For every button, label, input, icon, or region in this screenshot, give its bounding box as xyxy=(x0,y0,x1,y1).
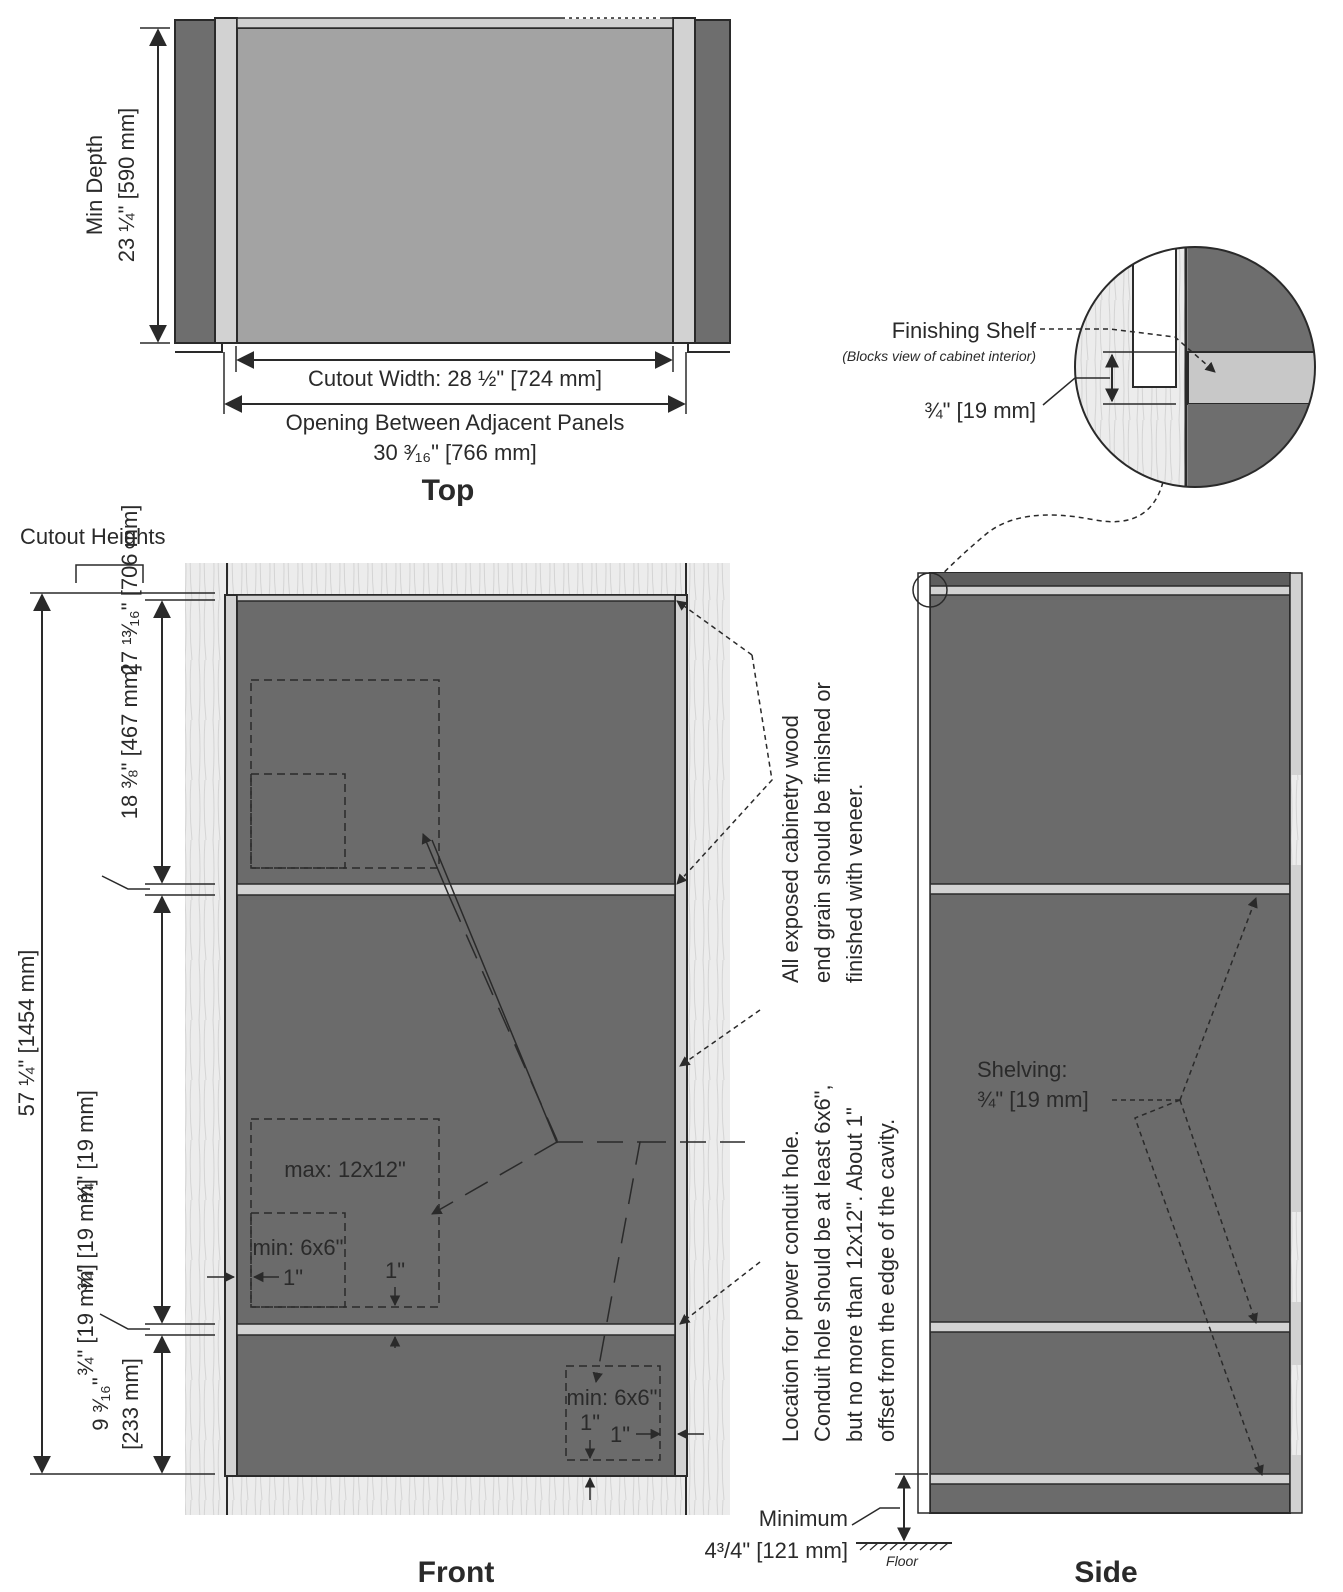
side-cavity xyxy=(930,573,1290,1513)
cutout-heights-label: Cutout Heights xyxy=(20,524,166,549)
opening-value: 30 ³⁄₁₆" [766 mm] xyxy=(373,440,537,465)
front-right-side-wall xyxy=(675,595,687,1476)
front-upper-shelf xyxy=(237,884,675,895)
minimum-label: Minimum xyxy=(758,1506,848,1531)
top-cell-height-label: 18 ⅜" [467 mm] xyxy=(117,664,142,820)
top-back-edge xyxy=(237,18,673,28)
top-right-adjacent-panel xyxy=(695,20,730,343)
front-cavity xyxy=(237,595,675,1476)
upper-height-label: 27 ¹³⁄₁₆" [706 mm] xyxy=(117,504,142,676)
bottom-cell-height-label-a: 9 ³⁄₁₆" xyxy=(88,1377,113,1431)
front-right-wood-panel xyxy=(686,563,730,1515)
detail-thickness-label: ¾" [19 mm] xyxy=(924,398,1036,423)
top-left-adjacent-panel xyxy=(175,20,215,343)
conduit-note-line-1: Location for power conduit hole. xyxy=(778,1130,803,1442)
side-finishing-shelf xyxy=(930,586,1290,595)
side-bottom-shelf xyxy=(930,1474,1290,1484)
offset-left-label: 1" xyxy=(282,1265,304,1290)
finishing-shelf-detail xyxy=(842,240,1323,585)
minimum-value: 4³/4" [121 mm] xyxy=(704,1538,848,1563)
grain-note-line-3: finished with veneer. xyxy=(842,783,867,983)
top-interior xyxy=(237,28,673,343)
detail-top-panel xyxy=(1133,240,1176,387)
lower-shelf-thickness-label: ¾" [19 mm] xyxy=(73,1264,98,1376)
conduit-note-line-4: offset from the edge of the cavity. xyxy=(874,1118,899,1442)
shelving-label: Shelving: xyxy=(977,1057,1068,1082)
total-height-label: 57 ¼" [1454 mm] xyxy=(14,949,39,1117)
min-depth-value: 23 ¼" [590 mm] xyxy=(114,107,139,263)
front-left-side-wall xyxy=(225,595,237,1476)
min-hole-label-middle: min: 6x6" xyxy=(252,1235,344,1260)
cutout-width-label: Cutout Width: 28 ½" [724 mm] xyxy=(308,366,602,391)
detail-finishing-shelf xyxy=(1188,352,1323,404)
top-view xyxy=(82,18,730,507)
finishing-shelf-note: (Blocks view of cabinet interior) xyxy=(842,348,1036,364)
front-view-title: Front xyxy=(417,1556,495,1589)
top-right-side-wall xyxy=(673,18,695,343)
offset-right-label: 1" xyxy=(609,1422,631,1447)
side-view-title: Side xyxy=(1074,1556,1138,1589)
top-left-side-wall xyxy=(215,18,237,343)
side-upper-shelf xyxy=(930,884,1290,894)
bottom-cell-height-label-b: [233 mm] xyxy=(118,1358,143,1450)
grain-note-line-2: end grain should be finished or xyxy=(810,682,835,983)
min-depth-label: Min Depth xyxy=(82,134,107,236)
front-view xyxy=(14,505,899,1589)
conduit-note-line-2: Conduit hole should be at least 6x6", xyxy=(810,1084,835,1442)
finishing-shelf-label: Finishing Shelf xyxy=(891,318,1036,343)
grain-note-line-1: All exposed cabinetry wood xyxy=(778,715,803,983)
conduit-note-line-3: but no more than 12x12". About 1" xyxy=(842,1107,867,1442)
side-lower-shelf xyxy=(930,1322,1290,1332)
shelving-value: ¾" [19 mm] xyxy=(977,1087,1089,1112)
max-hole-label: max: 12x12" xyxy=(284,1157,406,1182)
grain-note xyxy=(778,682,867,983)
front-left-wood-panel xyxy=(185,563,227,1515)
top-view-title: Top xyxy=(421,474,475,507)
offset-bottom-label: 1" xyxy=(384,1258,406,1283)
middle-cell-height-label: ¾" [19 mm] xyxy=(73,1179,98,1291)
floor-label: Floor xyxy=(886,1553,918,1569)
front-lower-shelf xyxy=(237,1324,675,1335)
floor-hatch xyxy=(856,1543,952,1550)
conduit-note xyxy=(778,1084,899,1442)
offset-bottom-vertical-label: 1" xyxy=(579,1410,601,1435)
min-hole-label-bottom: min: 6x6" xyxy=(566,1385,658,1410)
upper-shelf-thickness-label: ¾" [19 mm] xyxy=(73,1090,98,1202)
opening-label: Opening Between Adjacent Panels xyxy=(285,410,625,435)
